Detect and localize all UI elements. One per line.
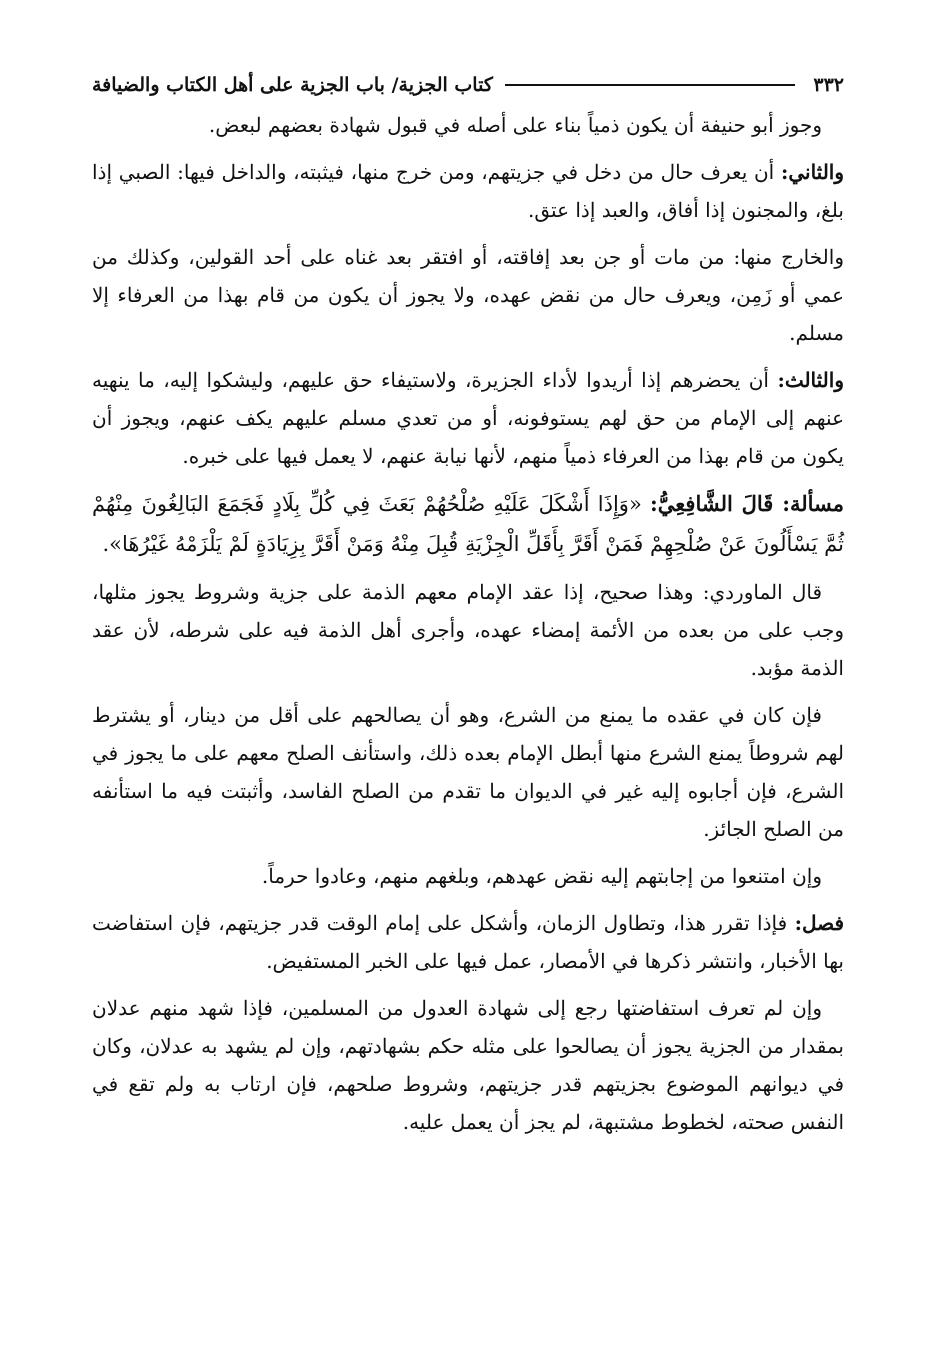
page-number: ٣٣٢	[813, 74, 844, 96]
paragraph-2	[92, 153, 844, 229]
paragraph-1	[92, 106, 844, 144]
paragraph-4	[92, 361, 844, 475]
paragraph-8	[92, 857, 844, 895]
paragraph-text: والخارج منها: من مات أو جن بعد إفاقته، أو افتقر بعد غناه على أحد القولين، وكذلك من عمي أو زَمِن، ويعرف حال من نقض عهده، ولا يجوز أن يكون من قام بهذا من العرفاء إلا مسلم.	[92, 245, 844, 345]
paragraph-text: أن يعرف حال من دخل في جزيتهم، ومن خرج منها، فيثبته، والداخل فيها: الصبي إذا بلغ، والمجنون إذا أفاق، والعبد إذا عتق.	[92, 160, 844, 222]
paragraph-text: وإن امتنعوا من إجابتهم إليه نقض عهدهم، وبلغهم منهم، وعادوا حرماً.	[261, 864, 822, 888]
paragraph-lead: مسألة: قَالَ الشَّافِعِيُّ:	[650, 491, 844, 516]
paragraph-3	[92, 238, 844, 352]
paragraph-lead: فصل:	[794, 911, 845, 935]
paragraph-6	[92, 573, 844, 687]
book-page	[92, 68, 844, 1150]
paragraph-text: فإذا تقرر هذا، وتطاول الزمان، وأشكل على إمام الوقت قدر جزيتهم، فإن استفاضت بها الأخبار، وانتشر ذكرها في الأمصار، عمل فيها على الخبر المستفيض.	[92, 911, 844, 973]
paragraph-text: قال الماوردي: وهذا صحيح، إذا عقد الإمام معهم الذمة على جزية وشروط يجوز مثلها، وجب على من بعده من الأئمة إمضاء عهده، وأجرى أهل الذمة فيه على شرطه، لأن عقد الذمة مؤبد.	[92, 580, 844, 680]
paragraph-lead: والثالث:	[777, 368, 844, 392]
paragraph-lead: والثاني:	[780, 160, 845, 184]
paragraph-text: وجوز أبو حنيفة أن يكون ذمياً بناء على أصله في قبول شهادة بعضهم لبعض.	[208, 113, 822, 137]
paragraph-10	[92, 989, 844, 1141]
header-title: كتاب الجزية/ باب الجزية على أهل الكتاب والضيافة	[92, 74, 493, 96]
paragraph-7	[92, 696, 844, 848]
paragraph-text: وإن لم تعرف استفاضتها رجع إلى شهادة العدول من المسلمين، فإذا شهد منهم عدلان بمقدار من الجزية يجوز أن يصالحوا على مثله حكم بشهادتهم، وإن لم يشهد به عدلان، وكان في ديوانهم الموضوع بجزيتهم قدر جزيتهم، وشروط صلحهم، فإن ارتاب به ولم تقع في النفس صحته، لخطوط مشتبهة، لم يجز أن يعمل عليه.	[92, 996, 844, 1134]
paragraph-5-masala	[92, 484, 844, 564]
paragraph-text: فإن كان في عقده ما يمنع من الشرع، وهو أن يصالحهم على أقل من دينار، أو يشترط لهم شروطاً يمنع الشرع منها أبطل الإمام بعده ذلك، واستأنف الصلح معهم على ما يجوز في الشرع، فإن أجابوه إليه غير في الديوان ما تقدم من الصلح الفاسد، وأثبتت فيه ما استأنفه من الصلح الجائز.	[92, 703, 844, 841]
paragraph-text: أن يحضرهم إذا أريدوا لأداء الجزيرة، ولاستيفاء حق عليهم، وليشكوا إليه، ما ينهيه عنهم إلى الإمام من حق لهم يستوفونه، أو من تعدي مسلم عليهم يكف عنهم، ويجوز أن يكون من قام بهذا من العرفاء ذمياً منهم، لأنها نيابة عنهم، لا يعمل فيها على خبره.	[92, 368, 844, 468]
header-rule	[505, 84, 796, 86]
shafii-quote: «وَإِذَا أَشْكَلَ عَلَيْهِ صُلْحُهُمْ بَعَثَ فِي كُلِّ بِلَادٍ فَجَمَعَ البَالِغُونَ مِنْهُمْ ثُمَّ يَسْأَلُونَ عَنْ صُلْحِهِمْ فَمَنْ أَقَرَّ بِأَقَلِّ الْجِزْيَةِ قُبِلَ مِنْهُ وَمَنْ أَقَرَّ بِزِيَادَةٍ لَمْ يَلْزَمْهُ غَيْرُهَا».	[92, 492, 844, 556]
running-header	[92, 68, 844, 102]
paragraph-9-fasl	[92, 904, 844, 980]
